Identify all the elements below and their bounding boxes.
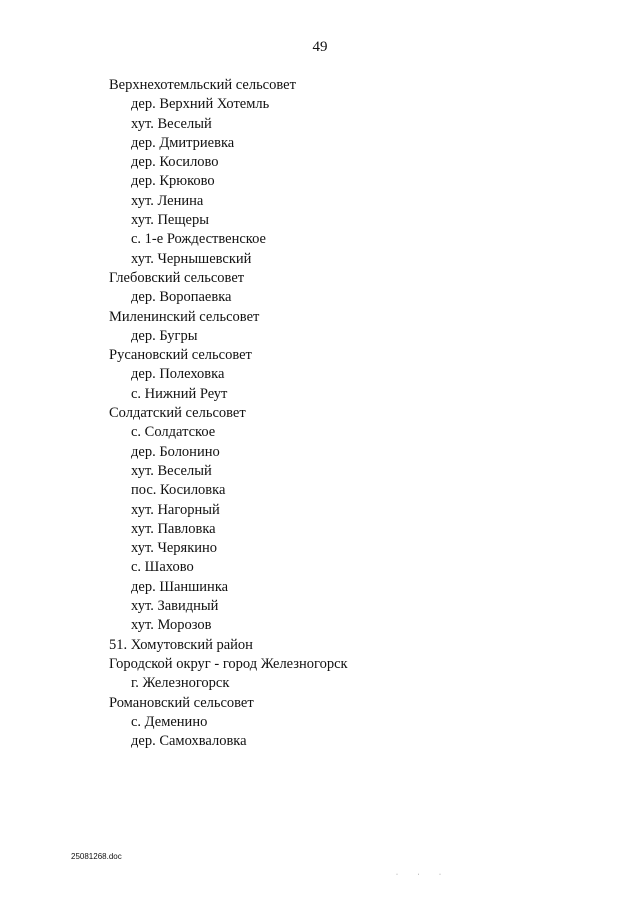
settlement-item: хут. Завидный — [131, 598, 219, 615]
settlement-item: хут. Веселый — [131, 462, 212, 479]
settlement-item: дер. Бугры — [131, 327, 198, 344]
settlement-item: хут. Веселый — [131, 115, 212, 132]
settlement-item: дер. Крюково — [131, 173, 215, 190]
settlement-item: дер. Воропаевка — [131, 289, 232, 306]
district-heading: 51. Хомутовский район — [109, 636, 253, 653]
district-heading: Романовский сельсовет — [109, 694, 254, 711]
district-heading: Глебовский сельсовет — [109, 269, 245, 286]
scan-artifact-marks: · · · — [396, 872, 450, 878]
settlement-item: дер. Полеховка — [131, 366, 225, 383]
settlement-item: дер. Верхний Хотемль — [131, 96, 270, 113]
district-heading: Русановский сельсовет — [109, 347, 252, 364]
settlement-item: хут. Ленина — [131, 192, 204, 209]
settlement-item: пос. Косиловка — [131, 482, 226, 499]
settlement-item: хут. Нагорный — [131, 501, 220, 518]
district-heading: Миленинский сельсовет — [109, 308, 260, 325]
settlement-item: хут. Чернышевский — [131, 250, 252, 267]
district-heading: Солдатский сельсовет — [109, 405, 246, 422]
settlement-item: с. 1-е Рождественское — [131, 231, 266, 248]
settlement-list — [109, 76, 348, 751]
settlement-item: дер. Самохваловка — [131, 733, 247, 750]
settlement-item: дер. Дмитриевка — [131, 134, 235, 151]
settlement-item: с. Нижний Реут — [131, 385, 228, 402]
footer-filename: 25081268.doc — [71, 852, 122, 861]
settlement-item: хут. Пещеры — [131, 212, 209, 229]
district-heading: Верхнехотемльский сельсовет — [109, 77, 296, 93]
settlement-item: дер. Болонино — [131, 443, 220, 460]
settlement-item: дер. Косилово — [131, 154, 219, 171]
settlement-item: дер. Шаншинка — [131, 578, 229, 595]
settlement-item: хут. Черякино — [131, 540, 218, 557]
page-number: 49 — [312, 39, 328, 55]
settlement-item: с. Солдатское — [131, 424, 216, 441]
settlement-item: хут. Морозов — [131, 617, 212, 634]
settlement-item: хут. Павловка — [131, 520, 216, 537]
settlement-item: г. Железногорск — [131, 675, 230, 692]
settlement-item: с. Шахово — [131, 559, 194, 576]
settlement-item: с. Деменино — [131, 713, 208, 730]
district-heading: Городской округ - город Железногорск — [109, 655, 348, 672]
